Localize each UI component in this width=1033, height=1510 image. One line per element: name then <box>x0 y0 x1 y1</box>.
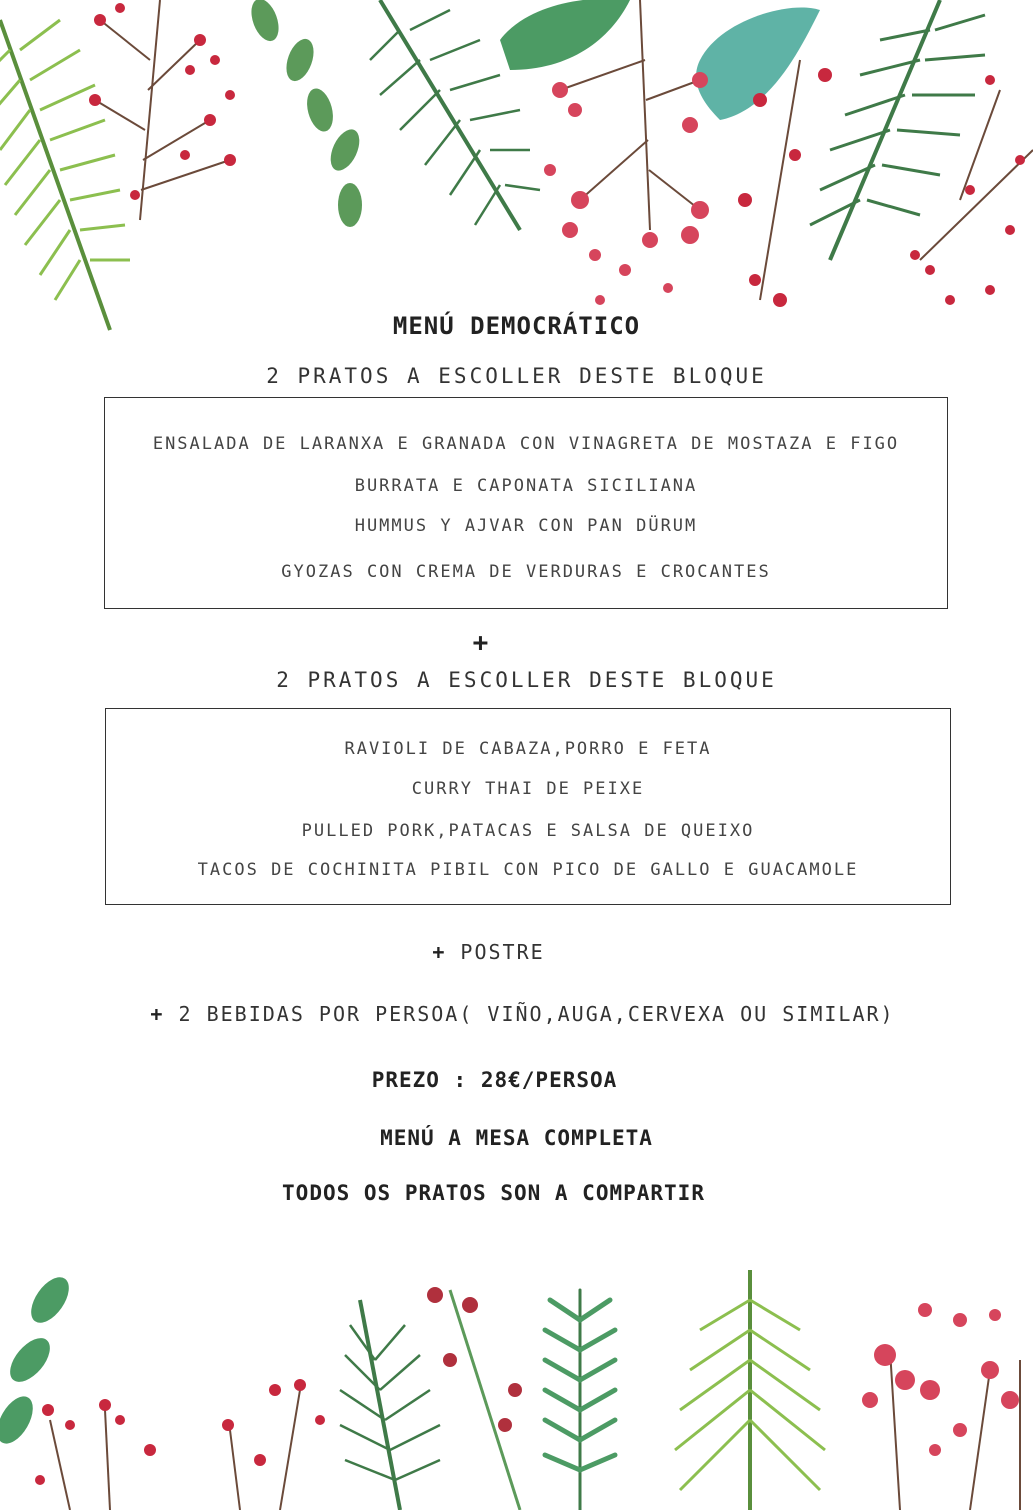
berries-right <box>738 68 1025 307</box>
leaf-sprig-left <box>246 0 365 227</box>
light-pine-bottom <box>675 1270 825 1510</box>
postre-line <box>0 940 1005 964</box>
berry-stem-bottom-center <box>450 1290 520 1510</box>
bebidas-line <box>6 1002 1033 1026</box>
pine-branch-bottom <box>340 1300 440 1510</box>
block2-dishes-box <box>105 708 951 905</box>
block1-dish-2: BURRATA E CAPONATA SICILIANA <box>354 476 698 496</box>
pine-branch-left <box>0 20 130 330</box>
berry-stems-bottom-right <box>890 1350 1020 1510</box>
postre-plus: + <box>432 940 447 964</box>
block2-dish-2: CURRY THAI DE PEIXE <box>411 779 645 799</box>
holly-leaf-top <box>500 0 820 120</box>
block1-dish-1: ENSALADA DE LARANXA E GRANADA CON VINAGRETA DE MOSTAZA E FIGO <box>152 434 900 454</box>
fern-branch-bottom <box>545 1290 615 1510</box>
block2-dish-4: TACOS DE COCHINITA PIBIL CON PICO DE GALLO E GUACAMOLE <box>197 860 859 880</box>
block2-dish-1: RAVIOLI DE CABAZA,PORRO E FETA <box>344 739 712 759</box>
berries-bottom-left <box>35 1379 325 1485</box>
sharing-note: TODOS OS PRATOS SON A COMPARTIR <box>282 1181 705 1205</box>
postre-text: POSTRE <box>460 940 545 964</box>
berries-bottom-right <box>862 1303 1019 1456</box>
berries-bottom-center <box>427 1287 522 1432</box>
berries-center <box>544 72 709 305</box>
bebidas-text: 2 BEBIDAS POR PERSOA( VIÑO,AUGA,CERVEXA OU SIMILAR) <box>178 1002 895 1026</box>
block1-dishes-box <box>104 397 948 609</box>
block1-heading: 2 PRATOS A ESCOLLER DESTE BLOQUE <box>266 364 767 388</box>
block1-dish-4: GYOZAS CON CREMA DE VERDURAS E CROCANTES <box>281 562 771 582</box>
winter-foliage-top-illustration <box>0 0 1033 340</box>
plus-separator: + <box>472 628 489 658</box>
fern-branch-right <box>810 0 985 260</box>
bebidas-plus: + <box>150 1002 165 1026</box>
price-line: PREZO : 28€/PERSOA <box>371 1068 618 1092</box>
full-table-note: MENÚ A MESA COMPLETA <box>380 1126 653 1150</box>
leaf-sprig-bottom-left <box>0 1271 76 1450</box>
berry-sprig-left <box>95 0 230 220</box>
block2-heading: 2 PRATOS A ESCOLLER DESTE BLOQUE <box>276 668 777 692</box>
winter-foliage-bottom-illustration <box>0 1260 1033 1510</box>
berry-stems-bottom-left <box>50 1390 300 1510</box>
berry-sprig-center <box>560 0 700 230</box>
pine-branch-center <box>370 0 540 230</box>
block1-dish-3: HUMMUS Y AJVAR CON PAN DÜRUM <box>354 516 698 536</box>
berry-stem-right <box>760 60 1033 300</box>
menu-title: MENÚ DEMOCRÁTICO <box>392 312 641 340</box>
berries-left <box>89 3 236 200</box>
block2-dish-3: PULLED PORK,PATACAS E SALSA DE QUEIXO <box>301 821 755 841</box>
